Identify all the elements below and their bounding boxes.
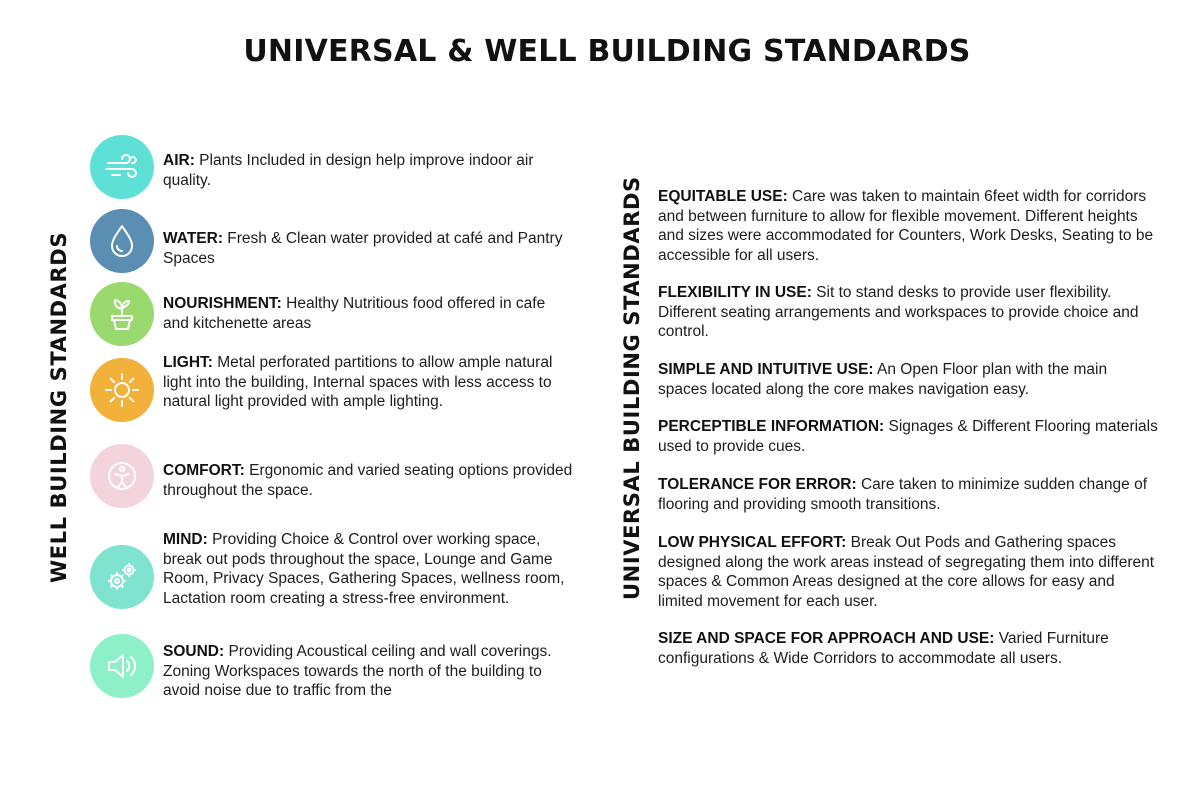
water-drop-icon [90, 209, 154, 273]
well-item-mind [163, 530, 573, 608]
item-text: Metal perforated partitions to allow ample natural light into the building, Internal spaces with less access to natural light provided with ample lighting. [163, 354, 553, 410]
item-title: SOUND: [163, 643, 225, 660]
gears-icon [90, 545, 154, 609]
well-section-label: WELL BUILDING STANDARDS [47, 231, 71, 583]
potted-plant-icon [90, 282, 154, 346]
universal-item-perceptible-info [658, 417, 1158, 456]
universal-item-low-effort [658, 533, 1158, 611]
item-text: Care taken to minimize sudden change of flooring and providing smooth transitions. [658, 476, 1148, 513]
well-item-comfort [163, 461, 573, 500]
item-text: Care was taken to maintain 6feet width for corridors and between furniture to allow for flexible movement. Different heights and sizes were accommodated for Counters, Work Desks, Seating to be accessible for all users. [658, 188, 1154, 264]
item-title: WATER: [163, 230, 223, 247]
item-text: Signages & Different Flooring materials used to provide cues. [658, 418, 1158, 455]
item-title: EQUITABLE USE: [658, 188, 788, 205]
item-title: TOLERANCE FOR ERROR: [658, 476, 857, 493]
person-comfort-icon [90, 444, 154, 508]
well-item-air [163, 151, 573, 190]
well-item-nourishment [163, 294, 573, 333]
well-item-sound [163, 642, 573, 701]
item-title: LIGHT: [163, 354, 213, 371]
speaker-icon [90, 634, 154, 698]
item-title: NOURISHMENT: [163, 295, 282, 312]
item-text: Varied Furniture configurations & Wide Corridors to accommodate all users. [658, 630, 1109, 667]
item-title: PERCEPTIBLE INFORMATION: [658, 418, 885, 435]
item-title: AIR: [163, 152, 195, 169]
item-text: Break Out Pods and Gathering spaces designed along the work areas instead of segregating them into different spaces & Common Areas designed at the core allows for easy and limited movement for each user. [658, 534, 1155, 610]
item-text: Plants Included in design help improve indoor air quality. [163, 152, 534, 189]
item-title: SIZE AND SPACE FOR APPROACH AND USE: [658, 630, 995, 647]
item-text: Providing Choice & Control over working space, break out pods throughout the space, Lounge and Game Room, Privacy Spaces, Gathering Spaces, wellness room, Lactation room creating a stress-free environment. [163, 531, 565, 607]
universal-item-simple-intuitive [658, 360, 1158, 399]
item-title: FLEXIBILITY IN USE: [658, 284, 812, 301]
universal-item-flexibility [658, 283, 1158, 342]
item-title: MIND: [163, 531, 208, 548]
well-item-light [163, 353, 573, 412]
item-title: LOW PHYSICAL EFFORT: [658, 534, 847, 551]
page-title: UNIVERSAL & WELL BUILDING STANDARDS [243, 34, 971, 69]
universal-item-equitable-use [658, 187, 1158, 265]
sun-icon [90, 358, 154, 422]
item-text: Sit to stand desks to provide user flexibility. Different seating arrangements and workspaces to provide choice and control. [658, 284, 1139, 340]
wind-icon [90, 135, 154, 199]
item-title: COMFORT: [163, 462, 245, 479]
universal-section-label: UNIVERSAL BUILDING STANDARDS [620, 176, 644, 600]
universal-item-size-space [658, 629, 1158, 668]
item-text: Healthy Nutritious food offered in cafe and kitchenette areas [163, 295, 546, 332]
universal-item-tolerance-error [658, 475, 1158, 514]
item-text: An Open Floor plan with the main spaces located along the core makes navigation easy. [658, 361, 1108, 398]
item-title: SIMPLE AND INTUITIVE USE: [658, 361, 874, 378]
item-text: Fresh & Clean water provided at café and Pantry Spaces [163, 230, 563, 267]
well-item-water [163, 229, 573, 268]
item-text: Ergonomic and varied seating options provided throughout the space. [163, 462, 573, 499]
item-text: Providing Acoustical ceiling and wall coverings. Zoning Workspaces towards the north of the building to avoid noise due to traffic from the [163, 643, 552, 699]
